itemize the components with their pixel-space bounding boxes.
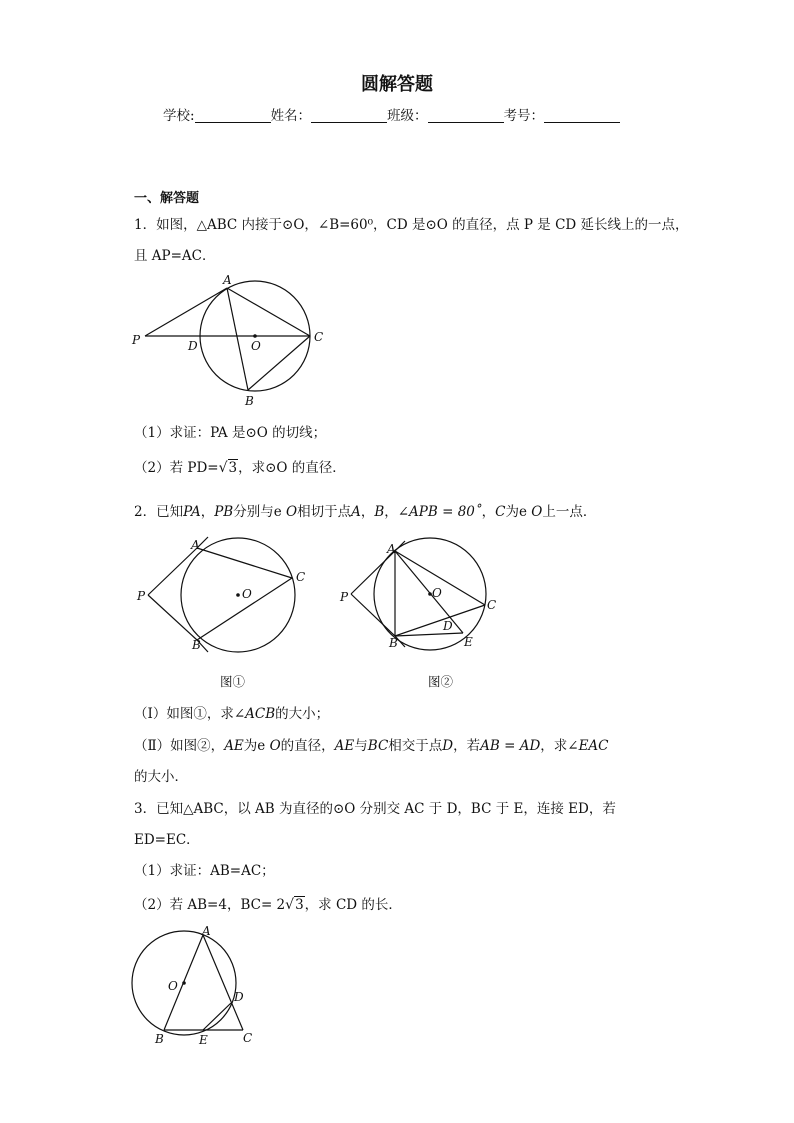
q3-label-c: C — [243, 1031, 253, 1045]
q2f2-label-e: E — [464, 635, 473, 649]
q2-text: 分别与 — [233, 504, 274, 520]
q3-part2-post: ，求 CD 的长． — [304, 897, 402, 913]
q2f2-label-a: A — [387, 542, 396, 556]
q1-stem-line1: 1．如图，△ABC 内接于⊙O，∠B=60⁰，CD 是⊙O 的直径，点 P 是 CD 延长线上的一点， — [134, 217, 689, 233]
q2f1-label-c: C — [296, 570, 306, 584]
q2-math: O — [286, 504, 298, 520]
q3-stem-line2: ED=EC． — [134, 832, 200, 848]
q2-fig2-caption: 图② — [428, 674, 454, 689]
q2-math: e — [257, 738, 266, 754]
q2-text: 相切于点 — [297, 504, 352, 520]
q2-math: O — [269, 738, 281, 754]
school-label: 学校: — [163, 108, 195, 124]
q2-math: AE — [224, 738, 244, 754]
q3-center-dot — [182, 981, 186, 985]
q2-math: e — [518, 504, 527, 520]
q2-text: 上一点． — [542, 504, 597, 520]
q2-text: （Ⅰ）如图①，求 — [134, 706, 234, 722]
q1-label-a: A — [223, 273, 232, 287]
q2-math: A — [351, 504, 361, 520]
q3-label-b: B — [155, 1032, 164, 1046]
q1-part2-post: ，求⊙O 的直径． — [238, 460, 346, 476]
q2f2-label-o: O — [432, 586, 442, 600]
sqrt-sign: √3 — [218, 460, 238, 476]
sqrt-sign: √3 — [285, 897, 304, 913]
q2-math: B — [374, 504, 385, 520]
q2-math: e — [273, 504, 282, 520]
q2-text: ， — [384, 504, 398, 520]
section-heading: 一、解答题 — [134, 191, 200, 206]
q1-stem-line2: 且 AP=AC． — [134, 248, 216, 264]
q2-fig1-caption: 图① — [220, 674, 246, 689]
q3-label-e: E — [199, 1033, 208, 1047]
q2-math: ∠ACB — [233, 706, 276, 722]
q2-math: AB = AD — [480, 738, 541, 754]
q3-line-ed — [203, 1003, 231, 1030]
q2-math: O — [531, 504, 543, 520]
q2-math: BC — [367, 738, 389, 754]
q2-text: ， — [200, 504, 215, 520]
q3-part2-radicand: 3 — [295, 897, 304, 913]
q1-part2-radicand: 3 — [228, 460, 238, 476]
q2-math: AE — [334, 738, 355, 754]
q2-math: ∠APB = 80˚ — [397, 504, 482, 520]
q1-part1: （1）求证：PA 是⊙O 的切线； — [134, 425, 327, 441]
q1-label-d: D — [188, 339, 198, 353]
q2f2-label-p: P — [340, 590, 349, 604]
q1-label-p: P — [132, 333, 141, 347]
q2-text: 2．已知 — [134, 504, 184, 520]
q2-math: ∠EAC — [567, 738, 609, 754]
q3-part1: （1）求证：AB=AC； — [134, 863, 275, 879]
q2-text: ， — [360, 504, 375, 520]
q2-text: 的直径， — [280, 738, 335, 754]
name-label: 姓名： — [270, 108, 312, 124]
q2-text: 相交于点 — [388, 738, 443, 754]
q2-part2-cont: 的大小． — [134, 769, 188, 785]
class-label: 班级： — [387, 108, 428, 124]
q3-label-d: D — [234, 990, 244, 1004]
q2-text: ， — [481, 504, 496, 520]
q2-math: PB — [214, 504, 234, 520]
q2-text: 为 — [243, 738, 258, 754]
q2-text: （Ⅱ）如图②， — [134, 738, 225, 754]
q2f1-label-o: O — [242, 587, 252, 601]
q1-label-c: C — [314, 330, 324, 344]
q1-part2-pre: （2）若 PD= — [134, 460, 219, 476]
q3-label-a: A — [202, 924, 211, 938]
q1-label-o: O — [251, 339, 261, 353]
q2-text: ，求 — [540, 738, 568, 754]
q3-part2-pre: （2）若 AB=4，BC= 2 — [134, 897, 286, 913]
q2-math: D — [442, 738, 454, 754]
q3-label-o: O — [168, 979, 178, 993]
q3-stem-line1: 3．已知△ABC，以 AB 为直径的⊙O 分别交 AC 于 D，BC 于 E，连接 ED，若 — [134, 801, 616, 817]
q2-text: ，若 — [453, 738, 481, 754]
q2f1-label-b: B — [192, 638, 201, 652]
q2-text: 与 — [354, 738, 368, 754]
q1-label-b: B — [245, 394, 254, 408]
q2f2-label-c: C — [487, 598, 497, 612]
q2-text: 的大小； — [275, 706, 330, 722]
q2-math: C — [495, 504, 506, 520]
q2f2-label-d: D — [443, 619, 453, 633]
q2f1-label-p: P — [137, 589, 146, 603]
q2-text: 为 — [505, 504, 519, 520]
q2f2-label-b: B — [389, 636, 398, 650]
page-title: 圆解答题 — [361, 74, 433, 95]
q2f1-label-a: A — [191, 538, 200, 552]
number-label: 考号： — [503, 108, 545, 124]
q2-math: PA — [183, 504, 201, 520]
